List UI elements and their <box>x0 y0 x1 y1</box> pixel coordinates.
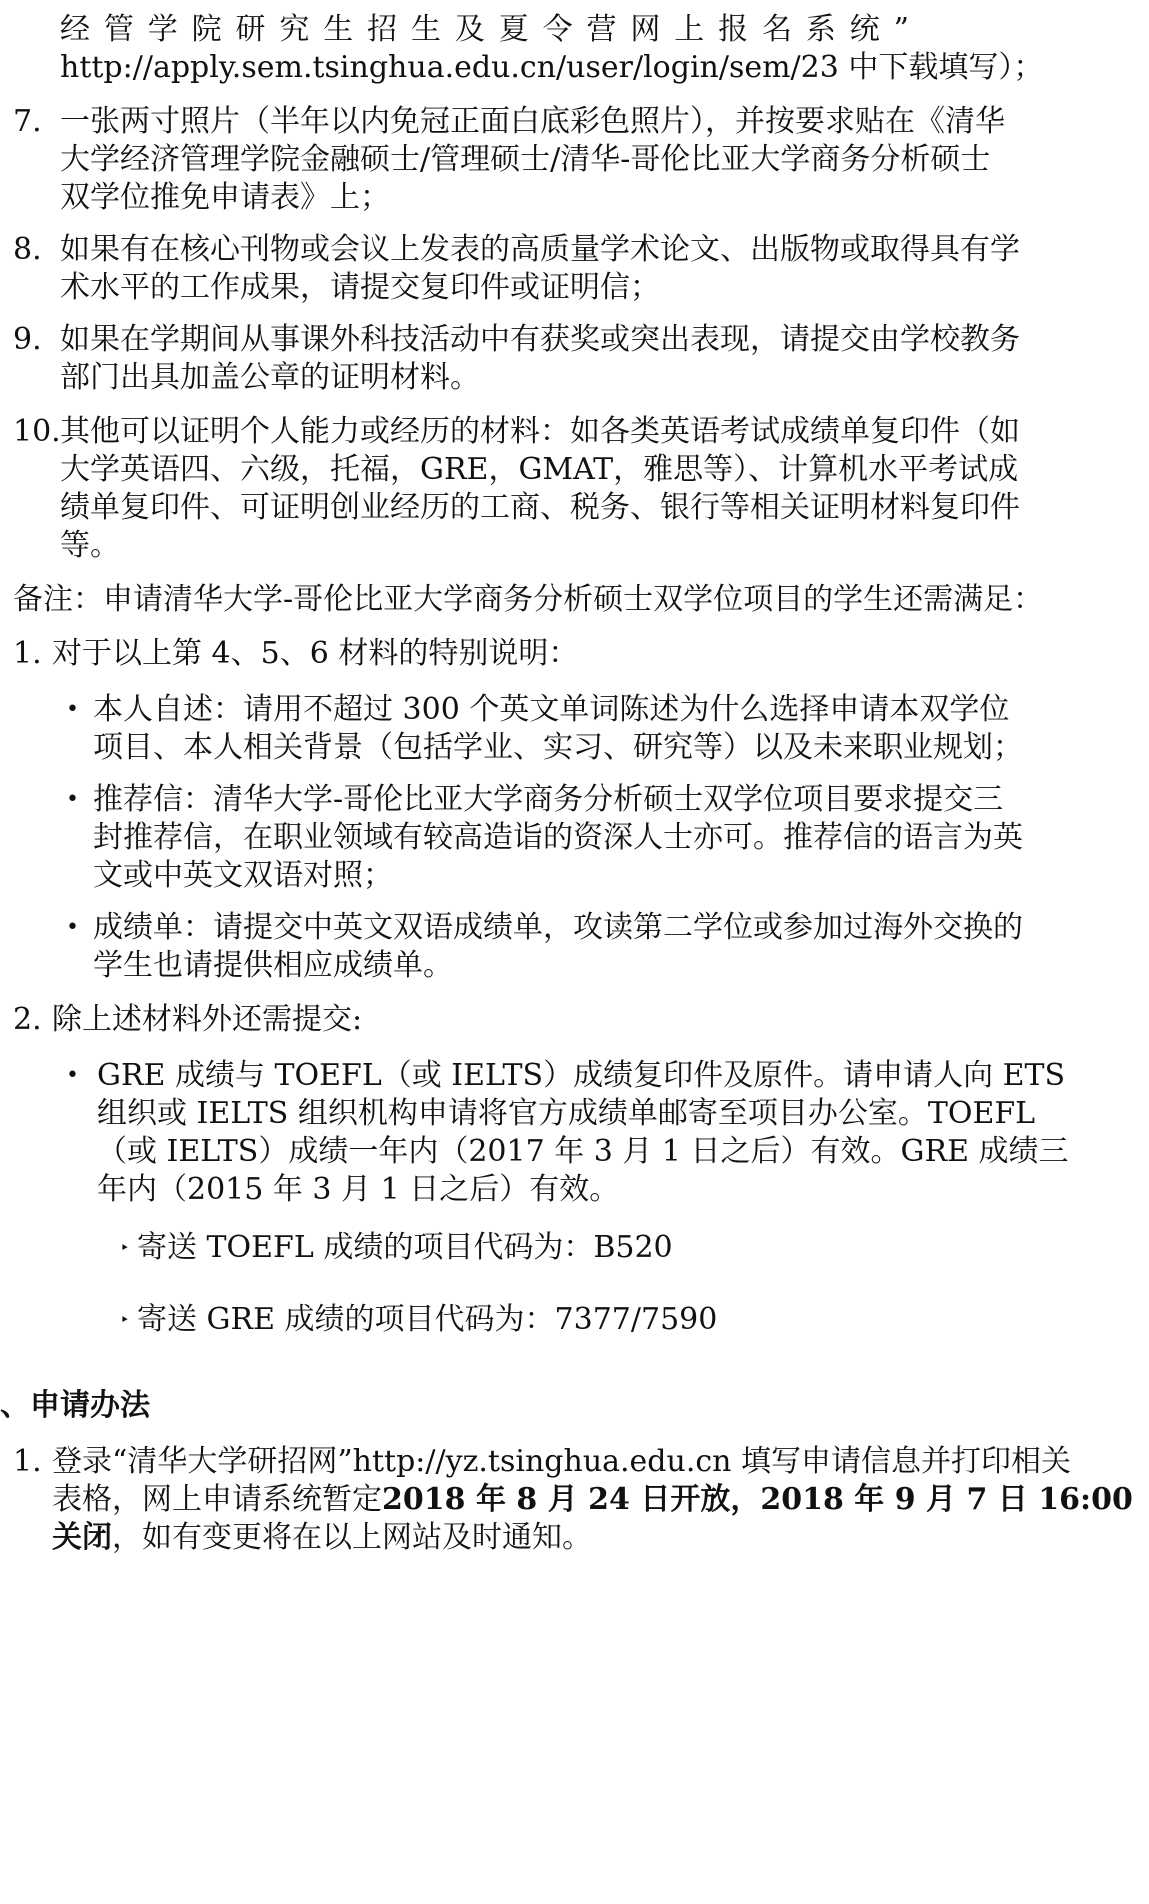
bullet-icon: • <box>66 1063 79 1088</box>
list-number: 8. <box>13 232 42 267</box>
bullet-icon: • <box>66 697 79 722</box>
text-line: 等。 <box>60 528 120 563</box>
text-line: http://apply.sem.tsinghua.edu.cn/user/login/sem/23 中下载填写）； <box>60 50 1044 85</box>
list-number: 7. <box>13 104 42 139</box>
text-line: 寄送 TOEFL 成绩的项目代码为：B520 <box>137 1230 673 1265</box>
text-line: 成绩单：请提交中英文双语成绩单，攻读第二学位或参加过海外交换的 <box>93 910 1023 945</box>
bullet-icon: • <box>66 787 79 812</box>
text-line: 文或中英文双语对照； <box>93 858 393 893</box>
text-line: 如果有在核心刊物或会议上发表的高质量学术论文、出版物或取得具有学 <box>60 232 1020 267</box>
text-line: 其他可以证明个人能力或经历的材料：如各类英语考试成绩单复印件（如 <box>60 414 1020 449</box>
text-line: 组织或 IELTS 组织机构申请将官方成绩单邮寄至项目办公室。TOEFL <box>97 1096 1036 1131</box>
text-line: 封推荐信，在职业领域有较高造诣的资深人士亦可。推荐信的语言为英 <box>93 820 1023 855</box>
text-line: 学生也请提供相应成绩单。 <box>93 948 453 983</box>
text-line: 大学英语四、六级，托福，GRE，GMAT，雅思等）、计算机水平考试成 <box>60 452 1019 487</box>
text-line: 部门出具加盖公章的证明材料。 <box>60 360 480 395</box>
text-line: 对于以上第 4、5、6 材料的特别说明： <box>52 636 579 671</box>
open-date-text: 2018 年 8 月 24 日开放，2018 年 9 月 7 日 16:00 <box>382 1482 1133 1517</box>
text-line: 大学经济管理学院金融硕士/管理硕士/清华-哥伦比亚大学商务分析硕士 <box>60 142 991 177</box>
text-line: 如果在学期间从事课外科技活动中有获奖或突出表现，请提交由学校教务 <box>60 322 1020 357</box>
list-number: 2. <box>13 1002 42 1037</box>
note-line: 备注：申请清华大学-哥伦比亚大学商务分析硕士双学位项目的学生还需满足： <box>13 582 1044 617</box>
text-line: 寄送 GRE 成绩的项目代码为：7377/7590 <box>137 1302 718 1337</box>
bullet-icon: • <box>66 915 79 940</box>
text-line: 项目、本人相关背景（包括学业、实习、研究等）以及未来职业规划； <box>93 730 1023 765</box>
text-line: 绩单复印件、可证明创业经历的工商、税务、银行等相关证明材料复印件 <box>60 490 1020 525</box>
section-heading: 、申请办法 <box>0 1388 150 1423</box>
text-line: 双学位推免申请表》上； <box>60 180 390 215</box>
list-number: 1. <box>13 1444 42 1479</box>
text-span: ，如有变更将在以上网站及时通知。 <box>112 1520 592 1555</box>
arrow-bullet-icon: ‣ <box>120 1238 130 1257</box>
text-line: GRE 成绩与 TOEFL（或 IELTS）成绩复印件及原件。请申请人向 ETS <box>97 1058 1066 1093</box>
text-line: 推荐信：清华大学-哥伦比亚大学商务分析硕士双学位项目要求提交三 <box>93 782 1004 817</box>
text-line: 术水平的工作成果，请提交复印件或证明信； <box>60 270 660 305</box>
text-line: 除上述材料外还需提交: <box>52 1002 363 1037</box>
close-text: 关闭 <box>52 1520 112 1555</box>
text-span: 表格，网上申请系统暂定 <box>52 1482 382 1517</box>
text-line: 本人自述：请用不超过 300 个英文单词陈述为什么选择申请本双学位 <box>93 692 1010 727</box>
text-line: 经管学院研究生招生及夏令营网上报名系统” <box>60 12 915 47</box>
text-line: 登录“清华大学研招网”http://yz.tsinghua.edu.cn 填写申请信息并打印相关 <box>52 1444 1072 1479</box>
arrow-bullet-icon: ‣ <box>120 1310 130 1329</box>
list-number: 1. <box>13 636 42 671</box>
text-line <box>52 1480 1133 1520</box>
list-number: 10. <box>13 414 61 449</box>
list-number: 9. <box>13 322 42 357</box>
text-line: 一张两寸照片（半年以内免冠正面白底彩色照片），并按要求贴在《清华 <box>60 104 1005 139</box>
text-line: （或 IELTS）成绩一年内（2017 年 3 月 1 日之后）有效。GRE 成绩三 <box>97 1134 1069 1169</box>
text-line <box>52 1518 592 1558</box>
text-line: 年内（2015 年 3 月 1 日之后）有效。 <box>97 1172 620 1207</box>
